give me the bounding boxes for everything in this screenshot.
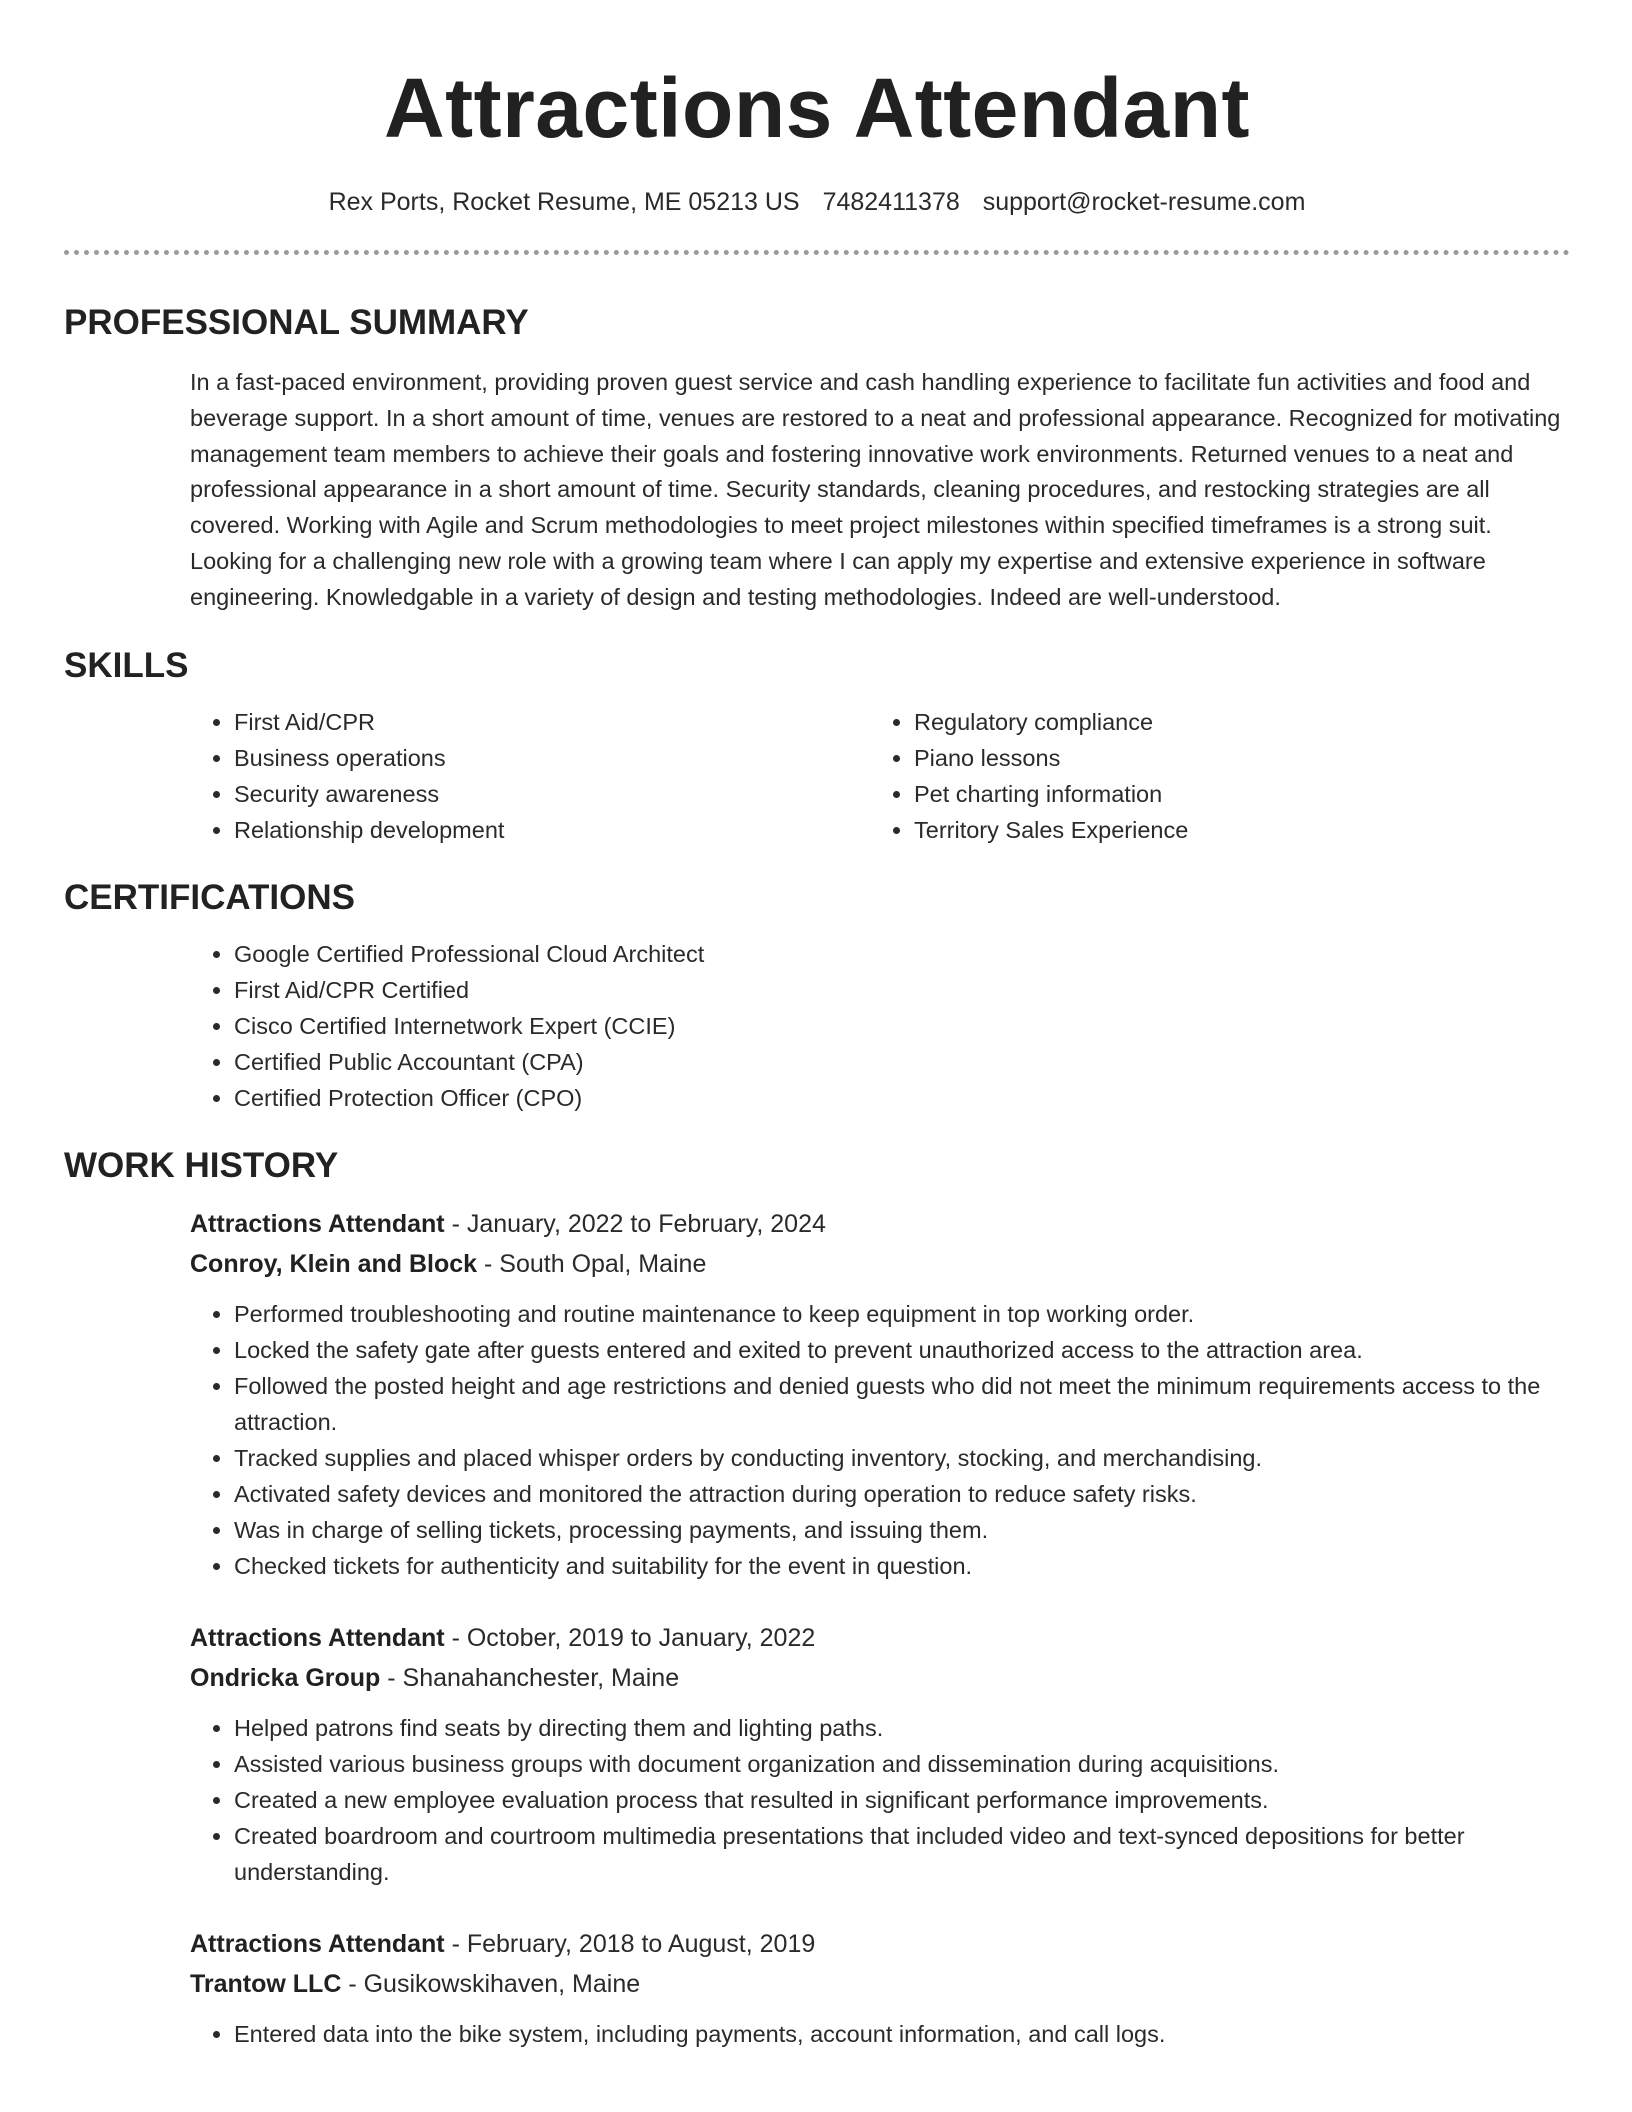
job-role-line xyxy=(190,1204,1570,1244)
skill-item: • First Aid/CPR xyxy=(234,704,870,740)
job-role: Attractions Attendant xyxy=(190,1623,445,1652)
contact-line xyxy=(64,186,1570,218)
skill-item: • Pet charting information xyxy=(914,776,1550,812)
skills-column-right xyxy=(870,704,1550,848)
work-history-title: WORK HISTORY xyxy=(64,1145,339,1185)
skill-item: • Piano lessons xyxy=(914,740,1550,776)
job-bullet: • Created boardroom and courtroom multimedia presentations that included video and text-synced depositions for better understanding. xyxy=(234,1818,1570,1890)
job-bullet: • Followed the posted height and age restrictions and denied guests who did not meet the minimum requirements access to the attraction. xyxy=(234,1368,1570,1440)
job-location: - South Opal, Maine xyxy=(477,1249,707,1278)
job-dates: - February, 2018 to August, 2019 xyxy=(444,1929,816,1958)
job-bullet: • Tracked supplies and placed whisper orders by conducting inventory, stocking, and merchandising. xyxy=(234,1440,1570,1476)
certifications-list xyxy=(190,936,1570,1116)
skills-column-left xyxy=(190,704,870,848)
job-bullet: • Entered data into the bike system, including payments, account information, and call logs. xyxy=(234,2016,1570,2052)
skill-item: • Regulatory compliance xyxy=(914,704,1550,740)
job-dates: - January, 2022 to February, 2024 xyxy=(444,1209,826,1238)
job-company: Trantow LLC xyxy=(190,1969,342,1998)
job-bullets xyxy=(190,1296,1570,1584)
resume-name: Attractions Attendant xyxy=(383,61,1251,155)
job-bullet: • Was in charge of selling tickets, processing payments, and issuing them. xyxy=(234,1512,1570,1548)
contact-address: Rex Ports, Rocket Resume, ME 05213 US xyxy=(328,188,800,216)
job-role: Attractions Attendant xyxy=(190,1209,445,1238)
job-bullet: • Locked the safety gate after guests entered and exited to prevent unauthorized access to the attraction area. xyxy=(234,1332,1570,1368)
skills-title: SKILLS xyxy=(64,645,189,685)
certification-item: • Cisco Certified Internetwork Expert (CCIE) xyxy=(234,1008,1570,1044)
skill-item: • Relationship development xyxy=(234,812,870,848)
job-role: Attractions Attendant xyxy=(190,1929,445,1958)
job-dates: - October, 2019 to January, 2022 xyxy=(444,1623,816,1652)
job-bullet: • Created a new employee evaluation process that resulted in significant performance improvements. xyxy=(234,1782,1570,1818)
job-bullet: • Performed troubleshooting and routine maintenance to keep equipment in top working order. xyxy=(234,1296,1570,1332)
skill-item: • Territory Sales Experience xyxy=(914,812,1550,848)
job-bullet: • Helped patrons find seats by directing them and lighting paths. xyxy=(234,1710,1570,1746)
job-company-line xyxy=(190,1658,1570,1698)
summary-text: In a fast-paced environment, providing proven guest service and cash handling experience to facilitate fun activities and food and beverage support. In a short amount of time, venues are restored to a neat and professional appearance. Recognized for motivating management team members to achieve their goals and fostering innovative work environments. Returned venues to a neat and professional appearance in a short amount of time. Security standards, cleaning procedures, and restocking strategies are all covered. Working with Agile and Scrum methodologies to meet project milestones within specified timeframes is a strong suit. Looking for a challenging new role with a growing team where I can apply my expertise and extensive experience in software engineering. Knowledgable in a variety of design and testing methodologies. Indeed are well-understood. xyxy=(190,369,1561,610)
job-entry xyxy=(190,1204,1570,1584)
certification-item: • Certified Public Accountant (CPA) xyxy=(234,1044,1570,1080)
job-bullet: • Assisted various business groups with document organization and dissemination during acquisitions. xyxy=(234,1746,1570,1782)
job-location: - Gusikowskihaven, Maine xyxy=(341,1969,641,1998)
job-bullet: • Activated safety devices and monitored the attraction during operation to reduce safety risks. xyxy=(234,1476,1570,1512)
job-bullets xyxy=(190,2016,1570,2052)
job-bullets xyxy=(190,1710,1570,1890)
certifications-title: CERTIFICATIONS xyxy=(64,877,356,917)
job-company: Ondricka Group xyxy=(190,1663,381,1692)
job-company-line xyxy=(190,1964,1570,2004)
job-bullet: • Checked tickets for authenticity and suitability for the event in question. xyxy=(234,1548,1570,1584)
certification-item: • Google Certified Professional Cloud Architect xyxy=(234,936,1570,972)
job-role-line xyxy=(190,1924,1570,1964)
header-divider xyxy=(64,250,1570,255)
skill-item: • Business operations xyxy=(234,740,870,776)
job-company: Conroy, Klein and Block xyxy=(190,1249,478,1278)
certification-item: • First Aid/CPR Certified xyxy=(234,972,1570,1008)
summary-title: PROFESSIONAL SUMMARY xyxy=(64,303,529,342)
contact-phone: 7482411378 xyxy=(822,188,960,216)
skill-item: • Security awareness xyxy=(234,776,870,812)
job-role-line xyxy=(190,1618,1570,1658)
job-location: - Shanahanchester, Maine xyxy=(380,1663,680,1692)
certification-item: • Certified Protection Officer (CPO) xyxy=(234,1080,1570,1116)
job-company-line xyxy=(190,1244,1570,1284)
job-entry xyxy=(190,1924,1570,2052)
resume-page xyxy=(64,0,1570,2052)
job-entry xyxy=(190,1618,1570,1890)
skills-list xyxy=(190,704,1570,848)
contact-email: support@rocket-resume.com xyxy=(982,188,1306,216)
